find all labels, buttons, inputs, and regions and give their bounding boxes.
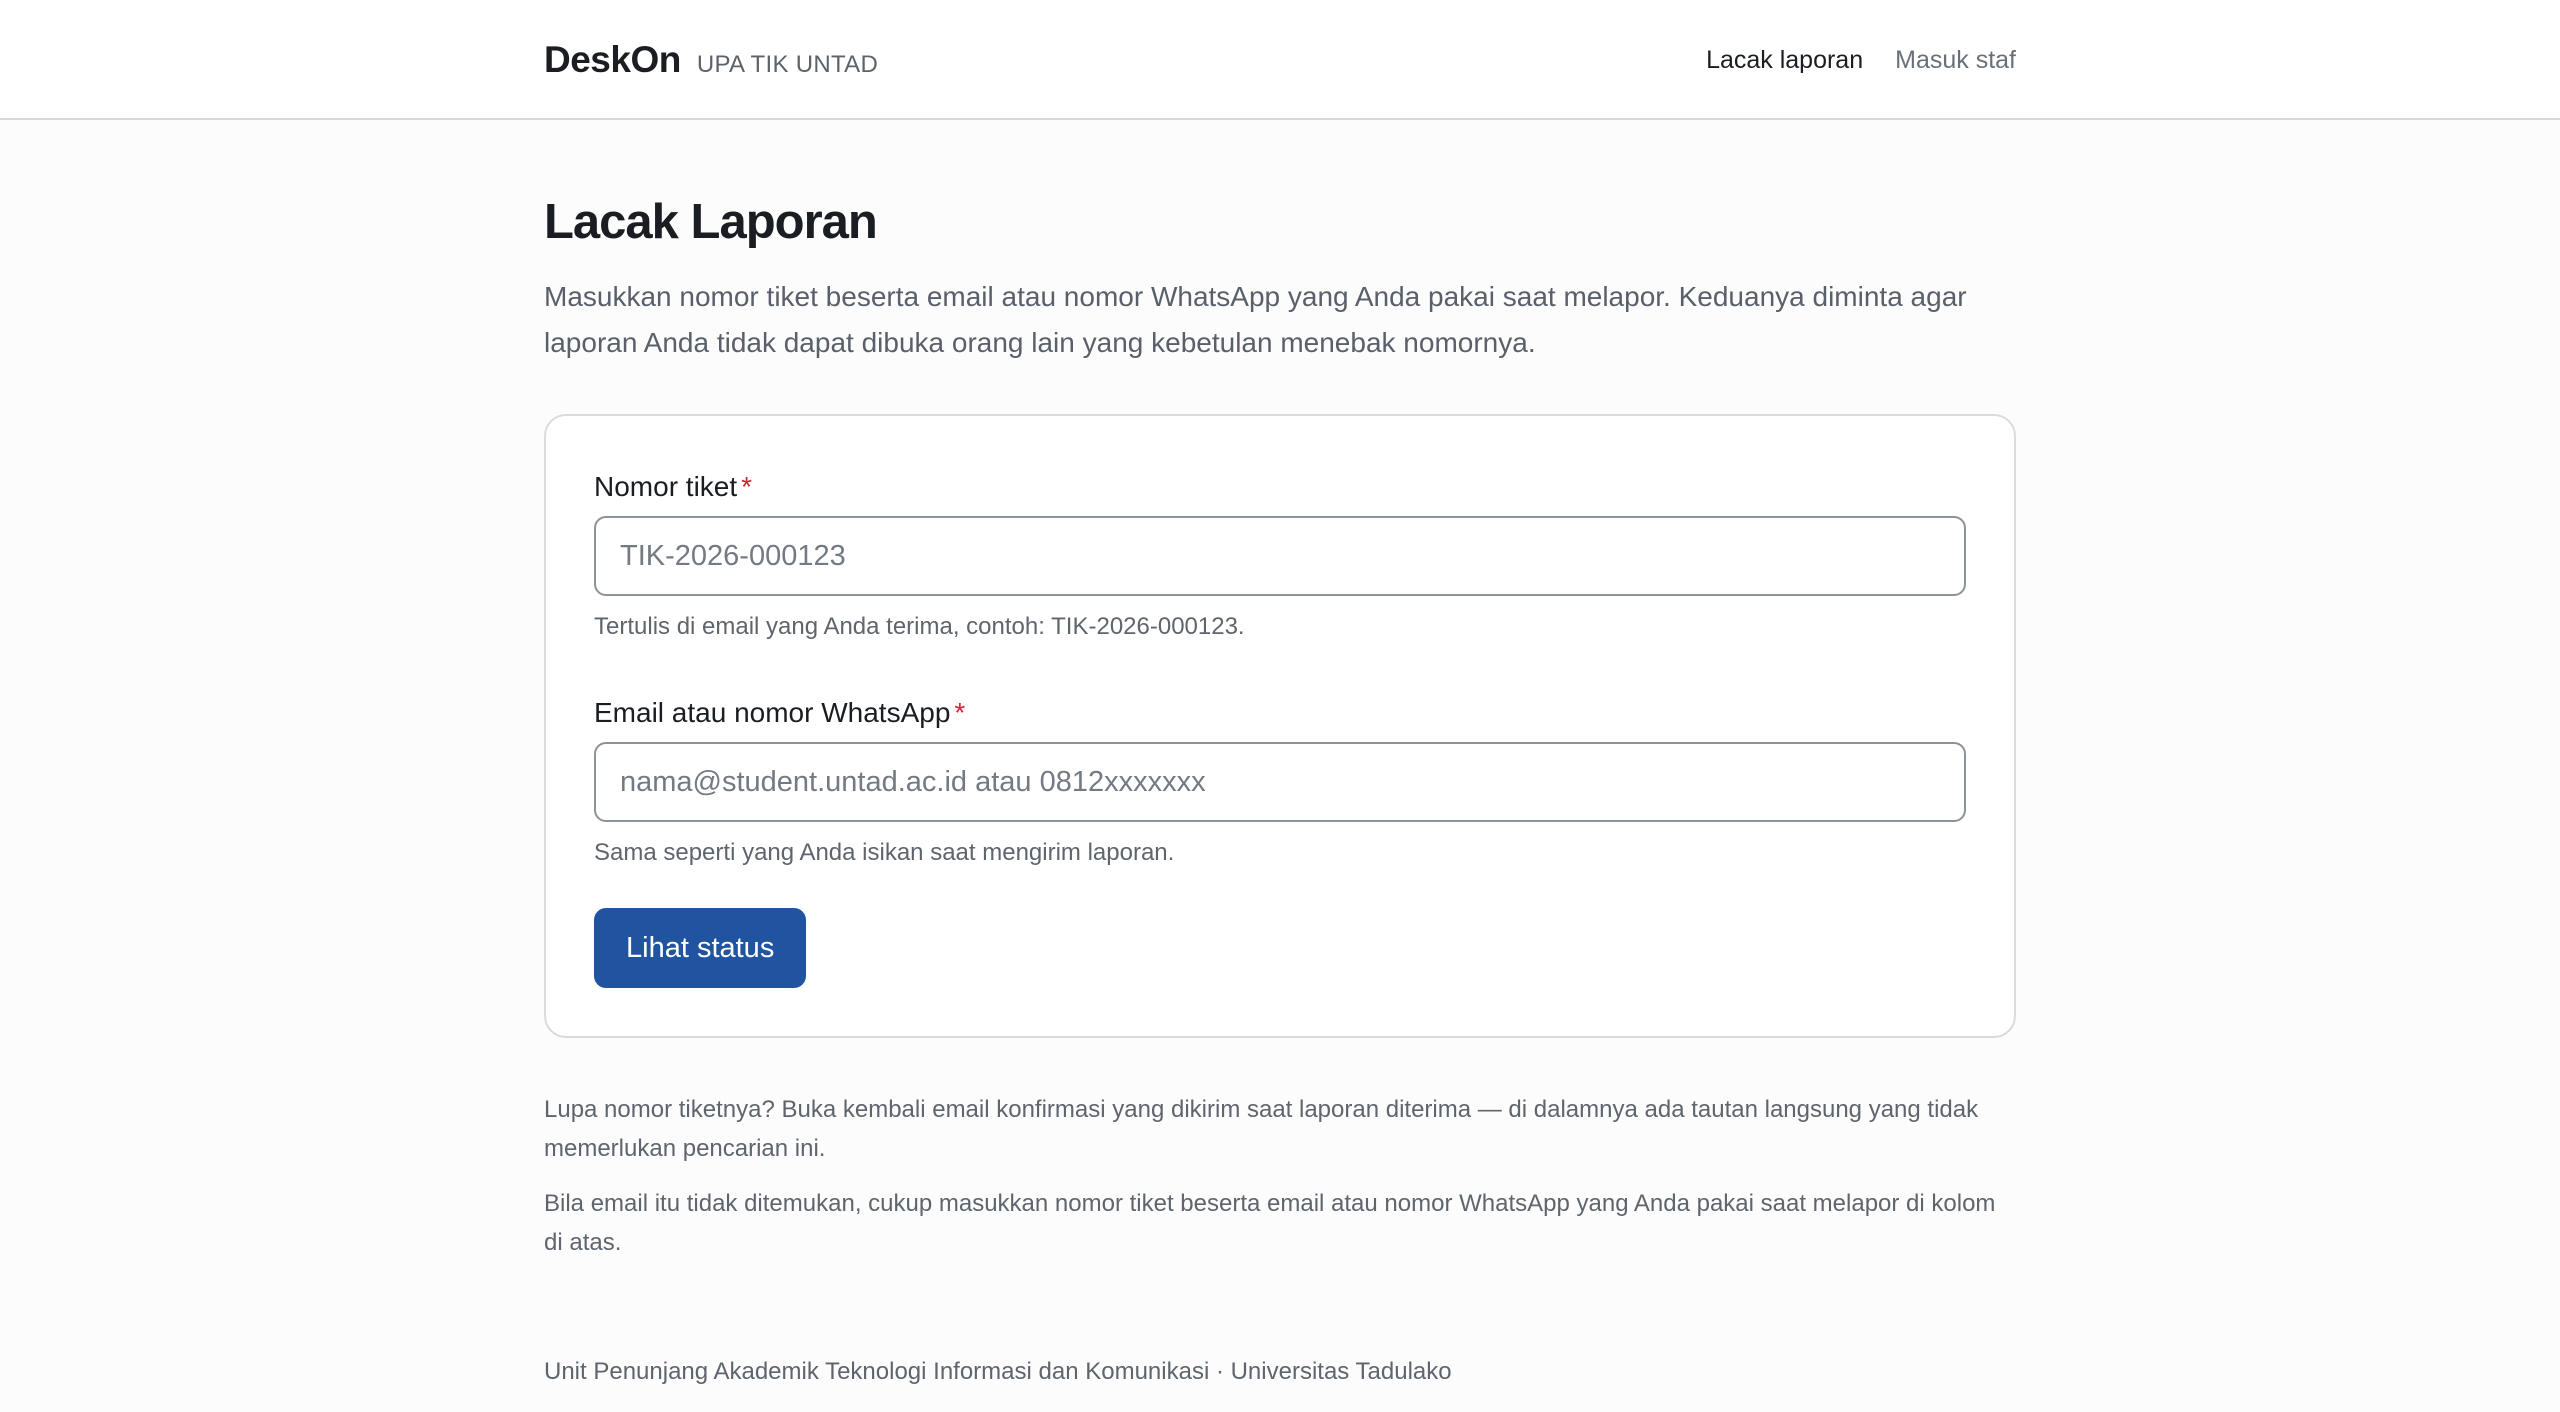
help-note-email-missing: Bila email itu tidak ditemukan, cukup masukkan nomor tiket beserta email atau nomor WhatsApp yang Anda pakai saat melapor di kolom di atas. (544, 1190, 1996, 1256)
brand-name: DeskOn (544, 39, 681, 80)
ticket-hint: Tertulis di email yang Anda terima, contoh: TIK-2026-000123. (594, 613, 1245, 640)
ticket-number-input[interactable] (594, 516, 1966, 596)
contact-hint: Sama seperti yang Anda isikan saat mengirim laporan. (594, 839, 1175, 866)
header-container (544, 0, 2016, 120)
ticket-required-mark: * (741, 471, 753, 502)
contact-field (594, 696, 1966, 868)
page-title: Lacak Laporan (544, 195, 877, 249)
ticket-label (594, 471, 752, 502)
check-status-button[interactable]: Lihat status (594, 908, 806, 988)
top-nav (1674, 46, 2016, 75)
site-header (0, 0, 2560, 120)
nav-track-report-link[interactable]: Lacak laporan (1706, 45, 1864, 74)
content-container (544, 120, 2016, 1386)
contact-label (594, 697, 965, 728)
ticket-field (594, 470, 1966, 642)
brand[interactable] (544, 39, 878, 81)
help-note-forgot-ticket: Lupa nomor tiketnya? Buka kembali email konfirmasi yang dikirim saat laporan diterima — di dalamnya ada tautan langsung yang tidak memerlukan pencarian ini. (544, 1096, 1979, 1162)
track-form-card (544, 414, 2016, 1038)
page-description: Masukkan nomor tiket beserta email atau nomor WhatsApp yang Anda pakai saat melapor. Keduanya diminta agar laporan Anda tidak dapat dibuka orang lain yang kebetulan menebak nomornya. (544, 281, 1967, 358)
main-content (0, 120, 2560, 1386)
nav-staff-login-link[interactable]: Masuk staf (1895, 45, 2016, 74)
contact-label-text: Email atau nomor WhatsApp (594, 697, 951, 728)
brand-subtitle: UPA TIK UNTAD (696, 51, 879, 78)
contact-required-mark: * (954, 697, 966, 728)
help-notes (544, 1090, 2016, 1262)
ticket-label-text: Nomor tiket (594, 471, 738, 502)
site-footer: Unit Penunjang Akademik Teknologi Informasi dan Komunikasi · Universitas Tadulako (544, 1358, 1452, 1385)
contact-input[interactable] (594, 742, 1966, 822)
